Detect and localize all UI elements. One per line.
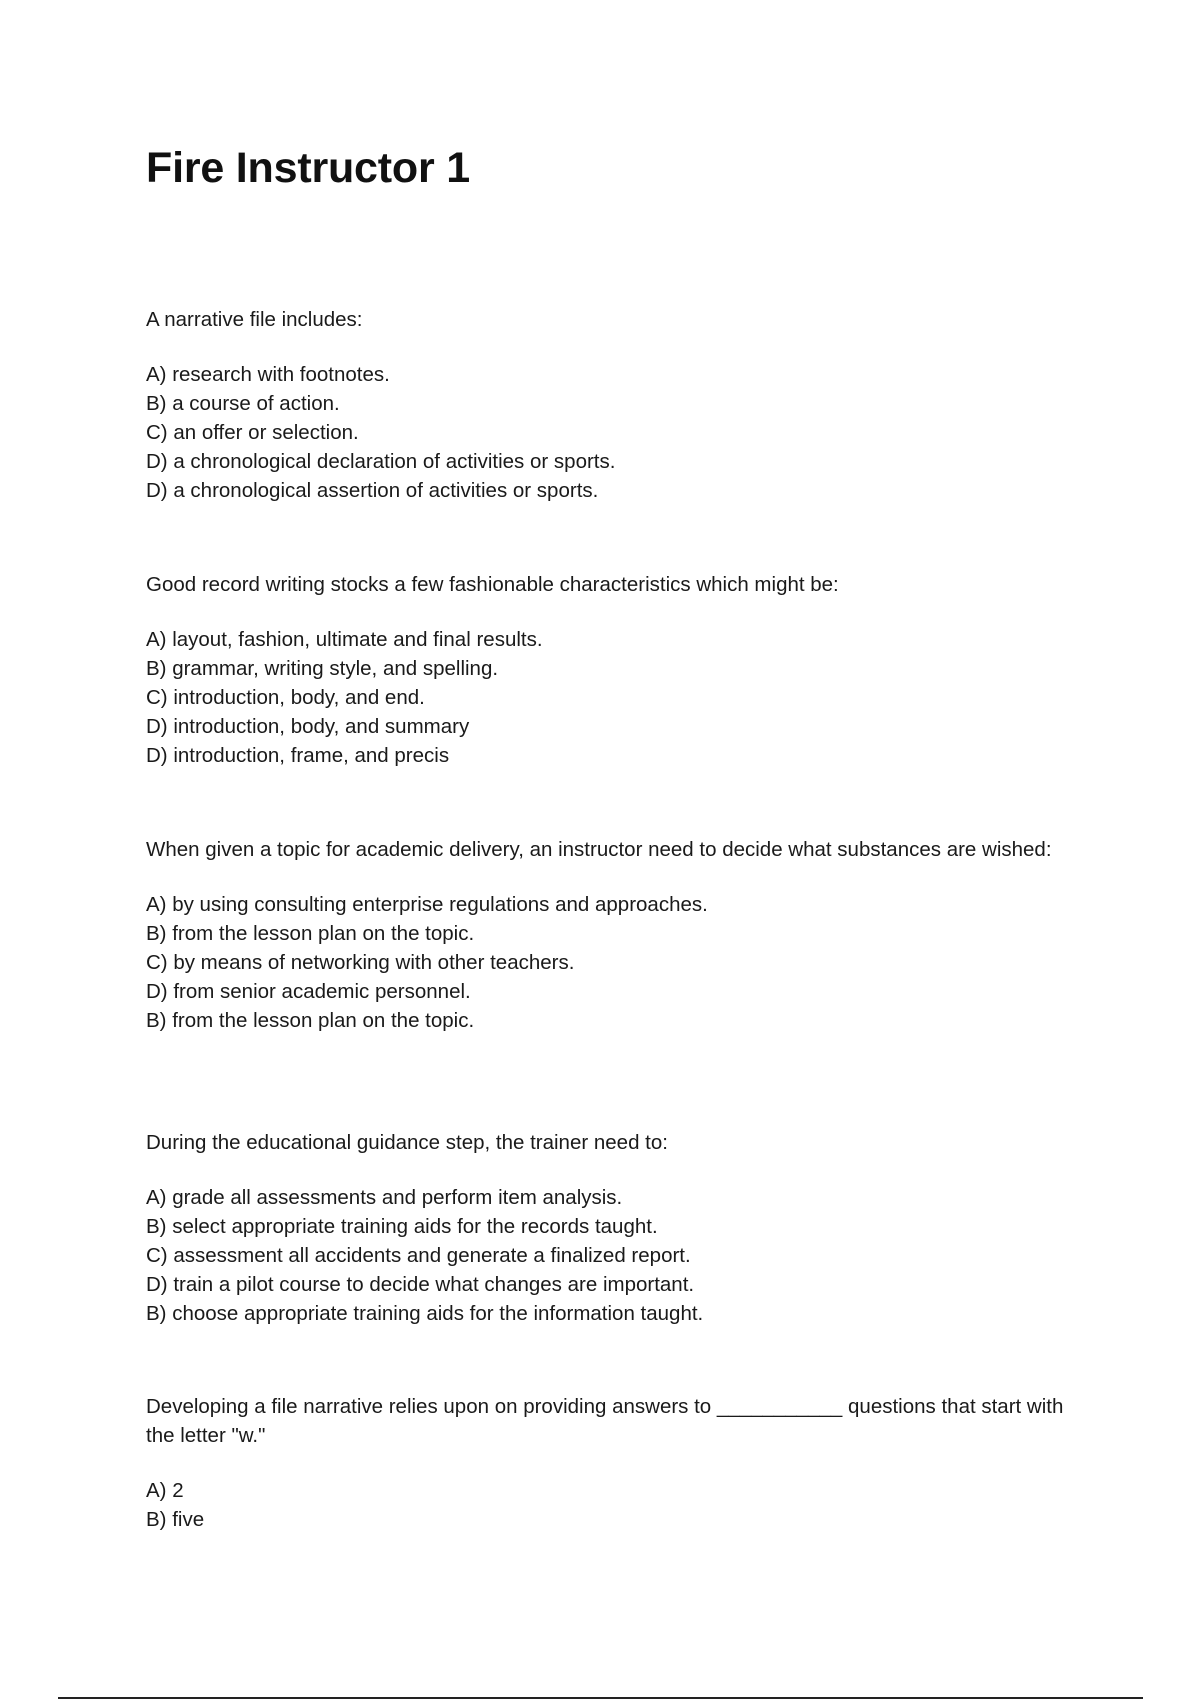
answer-options xyxy=(146,360,1066,505)
question-1 xyxy=(146,305,1066,505)
answer-option: A) layout, fashion, ultimate and final results. xyxy=(146,628,543,651)
question-4 xyxy=(146,1128,1066,1328)
answer-option: B) five xyxy=(146,1508,205,1531)
answer-option: B) a course of action. xyxy=(146,392,340,415)
answer-option: D) train a pilot course to decide what changes are important. xyxy=(146,1273,695,1296)
answer-option: C) by means of networking with other teachers. xyxy=(146,951,575,974)
answer-option: B) choose appropriate training aids for the information taught. xyxy=(146,1302,704,1325)
answer-option: A) research with footnotes. xyxy=(146,363,390,386)
question-text: When given a topic for academic delivery, an instructor need to decide what substances are wished: xyxy=(146,838,1052,861)
answer-option: C) an offer or selection. xyxy=(146,421,359,444)
answer-option: D) from senior academic personnel. xyxy=(146,980,471,1003)
question-text: During the educational guidance step, the trainer need to: xyxy=(146,1131,668,1154)
question-text: Good record writing stocks a few fashionable characteristics which might be: xyxy=(146,573,839,596)
answer-option: D) a chronological assertion of activities or sports. xyxy=(146,479,599,502)
answer-option: D) introduction, frame, and precis xyxy=(146,744,450,767)
answer-options xyxy=(146,625,1066,770)
answer-option: B) grammar, writing style, and spelling. xyxy=(146,657,499,680)
answer-options xyxy=(146,1183,1066,1328)
answer-option: C) introduction, body, and end. xyxy=(146,686,425,709)
answer-option: D) a chronological declaration of activities or sports. xyxy=(146,450,616,473)
question-5 xyxy=(146,1392,1066,1534)
answer-option: A) 2 xyxy=(146,1479,184,1502)
question-text: Developing a file narrative relies upon on providing answers to ___________ questions that start with the letter "w." xyxy=(146,1395,1064,1447)
question-text: A narrative file includes: xyxy=(146,308,363,331)
answer-option: C) assessment all accidents and generate a finalized report. xyxy=(146,1244,691,1267)
answer-option: B) from the lesson plan on the topic. xyxy=(146,922,475,945)
question-3 xyxy=(146,835,1066,1035)
answer-option: B) select appropriate training aids for the records taught. xyxy=(146,1215,658,1238)
answer-option: B) from the lesson plan on the topic. xyxy=(146,1009,475,1032)
answer-options xyxy=(146,1476,1066,1534)
answer-options xyxy=(146,890,1066,1035)
page-title: Fire Instructor 1 xyxy=(146,144,470,192)
answer-option: A) by using consulting enterprise regulations and approaches. xyxy=(146,893,708,916)
answer-option: A) grade all assessments and perform item analysis. xyxy=(146,1186,623,1209)
question-2 xyxy=(146,570,1066,770)
answer-option: D) introduction, body, and summary xyxy=(146,715,470,738)
footer-divider xyxy=(58,1697,1143,1699)
